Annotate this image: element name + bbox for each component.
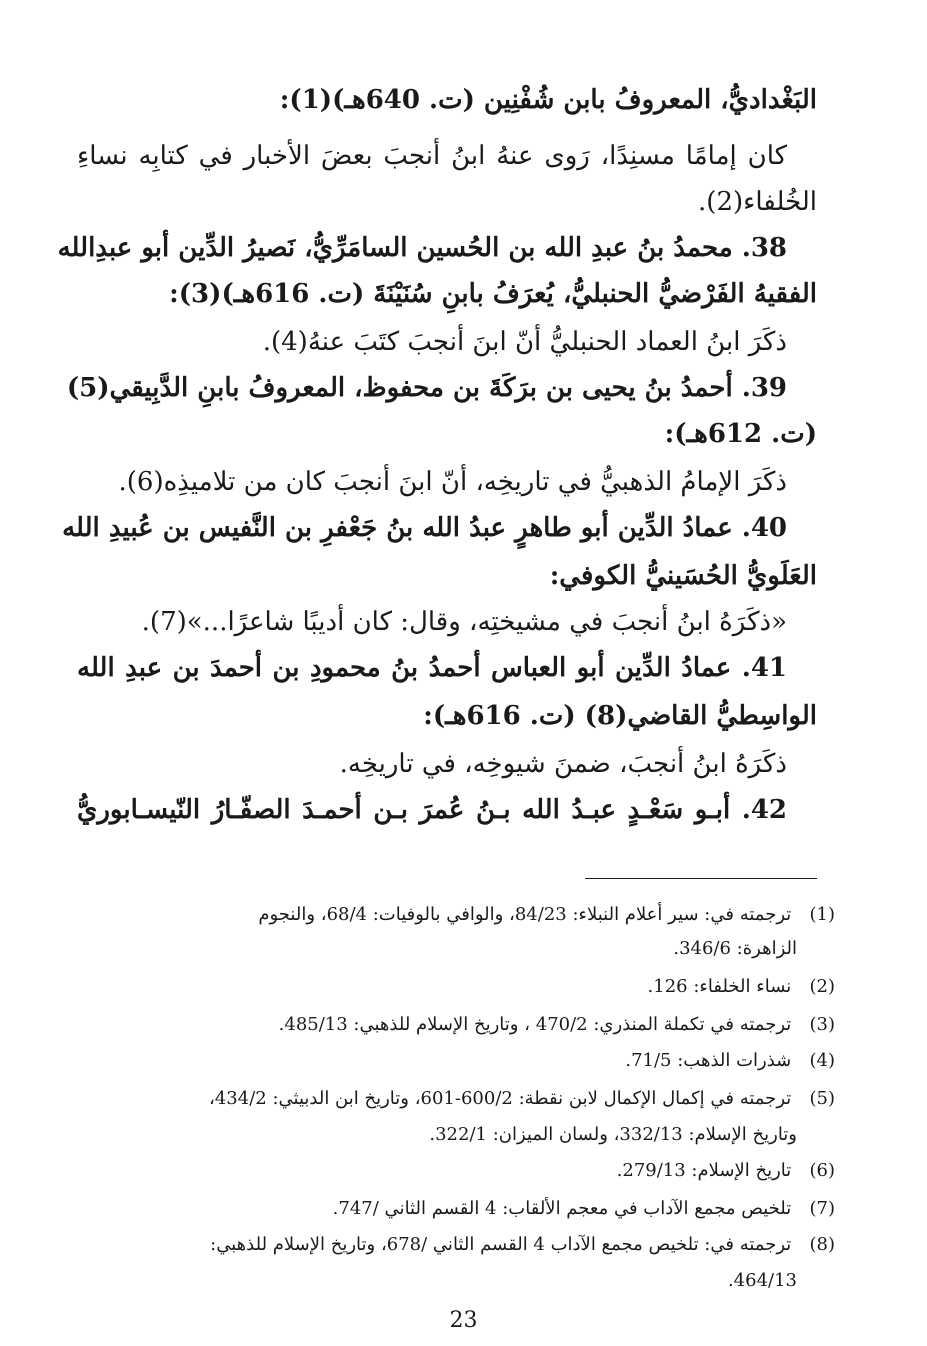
footnote-5 — [83, 1086, 835, 1112]
footnote-4 — [83, 1048, 835, 1074]
footnote-2 — [83, 974, 835, 1000]
entry-41-heading-cont: الواسِطيُّ القاضي(8) (ت. 616هـ): — [423, 701, 817, 731]
footnote-8-number: (8) — [809, 1234, 835, 1255]
footnote-2-text: نساء الخلفاء: 126. — [647, 976, 792, 997]
footnote-5-number: (5) — [809, 1088, 835, 1109]
entry-37-text-cont: الخُلفاء(2). — [698, 187, 817, 217]
entry-37-heading-cont: البَغْداديُّ، المعروفُ بابن شُفْنِين (ت. 640هـ)(1): — [279, 85, 817, 115]
footnote-7-number: (7) — [809, 1198, 835, 1219]
footnote-7 — [83, 1196, 835, 1222]
footnote-2-number: (2) — [809, 976, 835, 997]
footnote-1 — [83, 902, 835, 928]
entry-37-text: كان إمامًا مسنِدًا، رَوى عنهُ ابنُ أنجبَ بعضَ الأخبار في كتابِه نساءِ — [77, 141, 787, 171]
footnote-5-cont: وتاريخ الإسلام: 332/13، ولسان الميزان: 322/1. — [429, 1124, 797, 1145]
entry-40-heading: 40. عمادُ الدِّين أبو طاهرٍ عبدُ الله بنُ جَعْفرِ بن النَّفيس بن عُبيدِ الله — [62, 513, 787, 543]
entry-41-text: ذكَرَهُ ابنُ أنجبَ، ضمنَ شيوخِه، في تاريخِه. — [339, 749, 787, 779]
entry-42-heading: 42. أبـو سَعْـدٍ عبـدُ الله بـنُ عُمرَ بـن أحمـدَ الصفّـارُ النّيسـابوريُّ — [77, 795, 787, 825]
footnote-4-text: شذرات الذهب: 71/5. — [625, 1050, 792, 1071]
footnote-3 — [83, 1012, 835, 1038]
footnote-7-text: تلخيص مجمع الآداب في معجم الألقاب: 4 القسم الثاني /747. — [332, 1198, 792, 1219]
entry-38-heading-cont: الفقيهُ الفَرْضيُّ الحنبليُّ، يُعرَفُ بابنِ سُنَيْنَةَ (ت. 616هـ)(3): — [169, 279, 817, 309]
entry-40-heading-cont: العَلَويُّ الحُسَينيُّ الكوفي: — [549, 561, 817, 591]
footnote-6 — [83, 1158, 835, 1184]
footnote-5-text: ترجمته في إكمال الإكمال لابن نقطة: 600/2-601، وتاريخ ابن الدبيثي: 434/2، — [209, 1088, 792, 1109]
footnote-1-cont: الزاهرة: 346/6. — [673, 938, 797, 959]
footnote-6-number: (6) — [809, 1160, 835, 1181]
footnote-4-number: (4) — [809, 1050, 835, 1071]
footnote-8 — [83, 1232, 835, 1258]
page-number: 23 — [449, 1308, 478, 1333]
entry-41-heading: 41. عمادُ الدِّين أبو العباس أحمدُ بنُ محمودِ بن أحمدَ بن عبدِ الله — [77, 653, 787, 683]
footnote-3-text: ترجمته في تكملة المنذري: 470/2 ، وتاريخ الإسلام للذهبي: 485/13. — [278, 1014, 792, 1035]
footnote-3-number: (3) — [809, 1014, 835, 1035]
footnote-8-text: ترجمته في: تلخيص مجمع الآداب 4 القسم الثاني /678، وتاريخ الإسلام للذهبي: — [210, 1234, 792, 1255]
footnote-divider — [585, 878, 817, 879]
footnote-8-cont: 464/13. — [727, 1270, 797, 1291]
footnote-1-text: ترجمته في: سير أعلام النبلاء: 84/23، والوافي بالوفيات: 68/4، والنجوم — [258, 904, 792, 925]
entry-39-heading: 39. أحمدُ بنُ يحيى بن برَكَةَ بن محفوظ، المعروفُ بابنِ الدَّبِيقي(5) — [66, 373, 787, 403]
entry-39-text: ذكَرَ الإمامُ الذهبيُّ في تاريخِه، أنّ ابنَ أنجبَ كان من تلاميذِه(6). — [118, 467, 787, 497]
entry-39-heading-cont: (ت. 612هـ): — [664, 419, 817, 449]
footnote-1-number: (1) — [809, 904, 835, 925]
footnote-6-text: تاريخ الإسلام: 279/13. — [616, 1160, 792, 1181]
entry-38-text: ذكَرَ ابنُ العماد الحنبليُّ أنّ ابنَ أنجبَ كتَبَ عنهُ(4). — [262, 327, 787, 357]
entry-40-text: «ذكَرَهُ ابنُ أنجبَ في مشيختِه، وقال: كان أديبًا شاعرًا...»(7). — [141, 607, 787, 637]
entry-38-heading: 38. محمدُ بنُ عبدِ الله بن الحُسين السامَرِّيُّ، نَصيرُ الدِّين أبو عبدِالله — [57, 233, 787, 263]
